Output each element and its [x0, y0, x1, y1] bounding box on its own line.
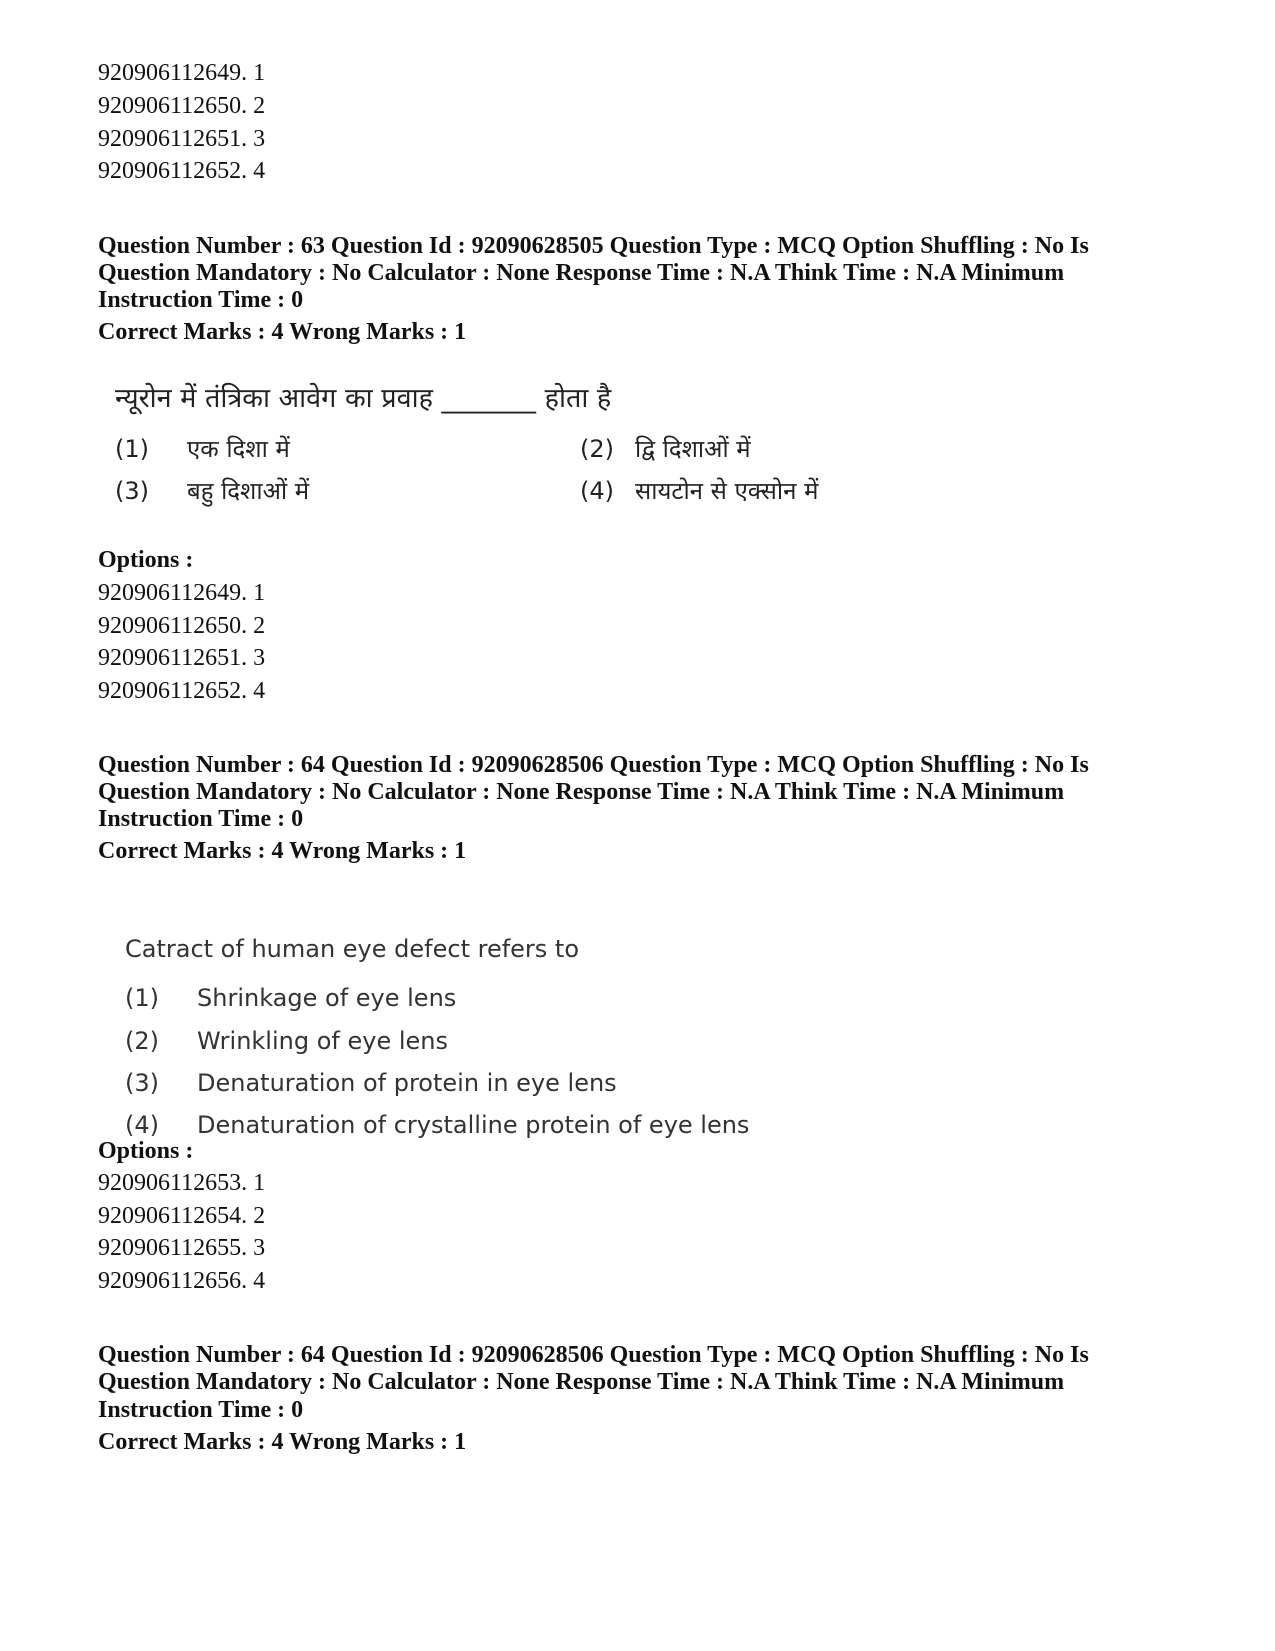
answer-choice-number: (3) — [125, 1069, 159, 1097]
question-header-line: Instruction Time : 0 — [98, 806, 304, 832]
question-header-line: Question Mandatory : No Calculator : None Response Time : N.A Think Time : N.A Minimum — [98, 1369, 1065, 1395]
question-marks: Correct Marks : 4 Wrong Marks : 1 — [98, 1429, 467, 1455]
question-header-line: Question Number : 64 Question Id : 92090628506 Question Type : MCQ Option Shuffling : No Is — [98, 752, 1089, 778]
question-image-english — [125, 935, 845, 1174]
option-line: 920906112653. 1 — [98, 1170, 266, 1196]
option-line: 920906112654. 2 — [98, 1203, 266, 1229]
answer-choice-number: (2) — [125, 1027, 159, 1055]
answer-choice-number: (1) — [115, 435, 149, 463]
answer-choice-number: (3) — [115, 477, 149, 505]
option-line: 920906112652. 4 — [98, 678, 266, 704]
answer-choice-text: सायटोन से एक्सोन में — [635, 477, 819, 505]
question-stem: न्यूरोन में तंत्रिका आवेग का प्रवाह _______ होता है — [115, 383, 612, 414]
question-header-line: Question Number : 64 Question Id : 92090628506 Question Type : MCQ Option Shuffling : No Is — [98, 1342, 1089, 1368]
option-line: 920906112651. 3 — [98, 645, 266, 671]
answer-choice-number: (4) — [580, 477, 614, 505]
option-line: 920906112650. 2 — [98, 93, 266, 119]
question-header-line: Question Mandatory : No Calculator : None Response Time : N.A Think Time : N.A Minimum — [98, 260, 1065, 286]
question-image-hindi — [115, 383, 875, 538]
options-label: Options : — [98, 547, 194, 573]
question-stem: Catract of human eye defect refers to — [125, 935, 580, 963]
answer-choice-text: Wrinkling of eye lens — [197, 1027, 448, 1055]
question-marks: Correct Marks : 4 Wrong Marks : 1 — [98, 319, 467, 345]
question-marks: Correct Marks : 4 Wrong Marks : 1 — [98, 838, 467, 864]
answer-choice-text: द्वि दिशाओं में — [635, 435, 751, 463]
options-label: Options : — [98, 1138, 194, 1164]
option-line: 920906112652. 4 — [98, 158, 266, 184]
question-header-line: Instruction Time : 0 — [98, 287, 304, 313]
option-line: 920906112649. 1 — [98, 580, 266, 606]
question-header-line: Instruction Time : 0 — [98, 1397, 304, 1423]
answer-choice-text: Denaturation of protein in eye lens — [197, 1069, 617, 1097]
option-line: 920906112649. 1 — [98, 60, 266, 86]
option-line: 920906112656. 4 — [98, 1268, 266, 1294]
answer-choice-number: (4) — [125, 1111, 159, 1139]
question-header-line: Question Mandatory : No Calculator : None Response Time : N.A Think Time : N.A Minimum — [98, 779, 1065, 805]
answer-choice-number: (1) — [125, 984, 159, 1012]
answer-choice-text: एक दिशा में — [187, 435, 290, 463]
answer-choice-text: बहु दिशाओं में — [187, 477, 310, 505]
answer-choice-text: Denaturation of crystalline protein of eye lens — [197, 1111, 750, 1139]
option-line: 920906112655. 3 — [98, 1235, 266, 1261]
answer-choice-text: Shrinkage of eye lens — [197, 984, 457, 1012]
answer-choice-number: (2) — [580, 435, 614, 463]
question-header-line: Question Number : 63 Question Id : 92090628505 Question Type : MCQ Option Shuffling : No Is — [98, 233, 1089, 259]
option-line: 920906112650. 2 — [98, 613, 266, 639]
option-line: 920906112651. 3 — [98, 126, 266, 152]
